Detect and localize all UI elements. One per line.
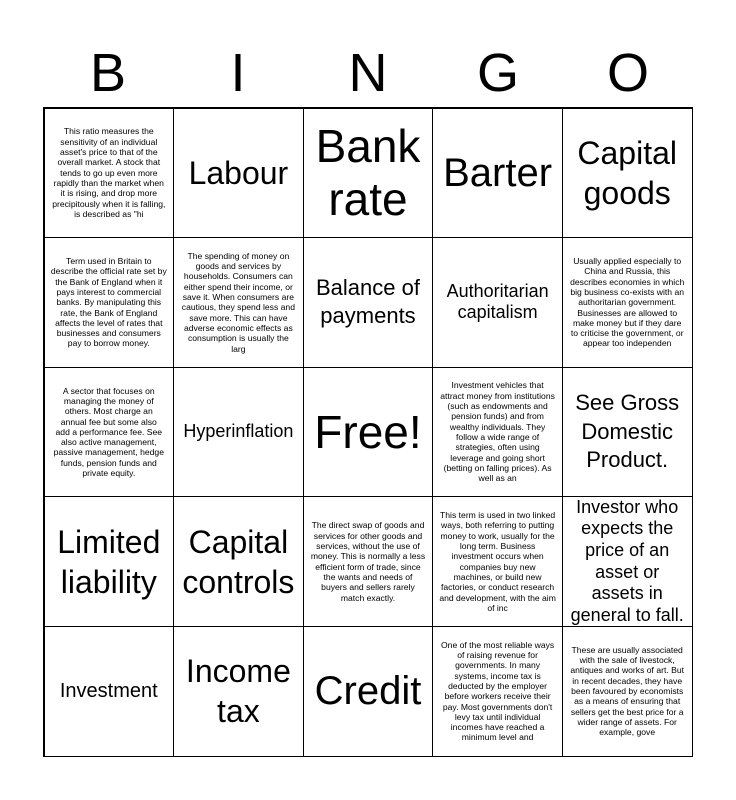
header-letter-g: G — [476, 43, 519, 103]
bingo-cell-r4c2[interactable] — [173, 496, 304, 627]
header-letter-n: N — [348, 43, 388, 103]
cell-text: Hyperinflation — [183, 421, 294, 442]
bingo-cell-r4c1[interactable] — [44, 496, 175, 627]
cell-text: Authoritarian capitalism — [446, 280, 549, 323]
bingo-cell-r2c1[interactable] — [44, 237, 175, 368]
cell-text: See Gross Domestic Product. — [575, 390, 680, 473]
free-space-text: Free! — [314, 405, 422, 458]
cell-text: This term is used in two linked ways, both referring to putting money to work, usually for the long term. Business investment occurs when companies buy new machines, or build new factories, or conduct research and development, with the aim of inc — [439, 510, 556, 613]
bingo-cell-r4c4[interactable] — [432, 496, 563, 627]
cell-text: Balance of payments — [316, 274, 420, 329]
header-letter-b: B — [89, 43, 127, 103]
cell-text: Credit — [314, 669, 422, 714]
bingo-cell-r2c2[interactable] — [173, 237, 304, 368]
bingo-cell-r1c5[interactable] — [562, 108, 693, 239]
bingo-cell-r5c3[interactable] — [303, 626, 434, 757]
bingo-cell-r1c2[interactable] — [173, 108, 304, 239]
bingo-cell-r1c4[interactable] — [432, 108, 563, 239]
bingo-cell-r4c5[interactable] — [562, 496, 693, 627]
bingo-board — [43, 107, 693, 757]
cell-text: Investor who expects the price of an asset or assets in general to fall. — [570, 496, 684, 625]
cell-text: Capital goods — [577, 134, 677, 211]
cell-text: These are usually associated with the sale of livestock, antiques and works of art. But in recent decades, they have been favoured by economists as a means of ensuring that sellers get the best price for a wider range of assets. For example, gove — [570, 644, 685, 738]
cell-text: Income tax — [185, 653, 291, 730]
bingo-cell-r5c1[interactable] — [44, 626, 175, 757]
cell-text: Barter — [443, 150, 553, 195]
cell-text: A sector that focuses on managing the money of others. Most charge an annual fee but some also add a performance fee. See also active management, passive management, hedge funds, pension funds and private equity. — [53, 385, 164, 479]
bingo-cell-r3c2[interactable] — [173, 367, 304, 498]
bingo-cell-r4c3[interactable] — [303, 496, 434, 627]
cell-text: Capital controls — [182, 523, 295, 600]
bingo-cell-r3c3-free[interactable] — [303, 367, 434, 498]
cell-text: Usually applied especially to China and Russia, this describes economies in which big business co-exists with an authoritarian government. Businesses are allowed to make money but if they dare to criticise the government, or appear too independen — [570, 255, 685, 349]
bingo-cell-r2c4[interactable] — [432, 237, 563, 368]
bingo-cell-r1c1[interactable] — [44, 108, 175, 239]
bingo-cell-r2c5[interactable] — [562, 237, 693, 368]
bingo-cell-r1c3[interactable] — [303, 108, 434, 239]
bingo-cell-r3c5[interactable] — [562, 367, 693, 498]
cell-text: Term used in Britain to describe the official rate set by the Bank of England when it pays interest to commercial banks. By manipulating this rate, the Bank of England affects the level of rates that businesses and consumers pay to borrow money. — [50, 255, 167, 349]
cell-text: The spending of money on goods and services by households. Consumers can either spend their income, or save it. When consumers are cautious, they spend less and save more. This can have adverse economic effects as consumption is usually the larg — [181, 250, 295, 354]
bingo-cell-r2c3[interactable] — [303, 237, 434, 368]
header-letter-i: I — [230, 43, 246, 103]
cell-text: Investment vehicles that attract money from institutions (such as endowments and pension funds) and from wealthy individuals. They follow a wide range of strategies, often using leverage and going short (betting on falling prices). As well as an — [440, 380, 555, 484]
cell-text: One of the most reliable ways of raising revenue for governments. In many systems, income tax is deducted by the employer before workers receive their pay. Most governments don't levy tax until individual incomes have reached a minimum level and — [440, 639, 555, 743]
bingo-cell-r5c5[interactable] — [562, 626, 693, 757]
cell-text: Labour — [188, 154, 289, 191]
bingo-cell-r3c1[interactable] — [44, 367, 175, 498]
cell-text: Limited liability — [57, 523, 161, 600]
cell-text: Investment — [59, 679, 158, 702]
bingo-cell-r5c2[interactable] — [173, 626, 304, 757]
cell-text: This ratio measures the sensitivity of an individual asset's price to that of the overall market. A stock that tends to go up even more rapidly than the market when it is rising, and drop more precipitously when it is falling, is described as "hi — [52, 126, 166, 219]
header-letter-o: O — [606, 43, 649, 103]
bingo-cell-r3c4[interactable] — [432, 367, 563, 498]
cell-text: The direct swap of goods and services for other goods and services, without the use of money. This is normally a less efficient form of trade, since the wants and needs of buyers and sellers rarely match exactly. — [310, 520, 426, 603]
bingo-header — [43, 40, 693, 106]
bingo-cell-r5c4[interactable] — [432, 626, 563, 757]
cell-text: Bank rate — [315, 119, 421, 225]
